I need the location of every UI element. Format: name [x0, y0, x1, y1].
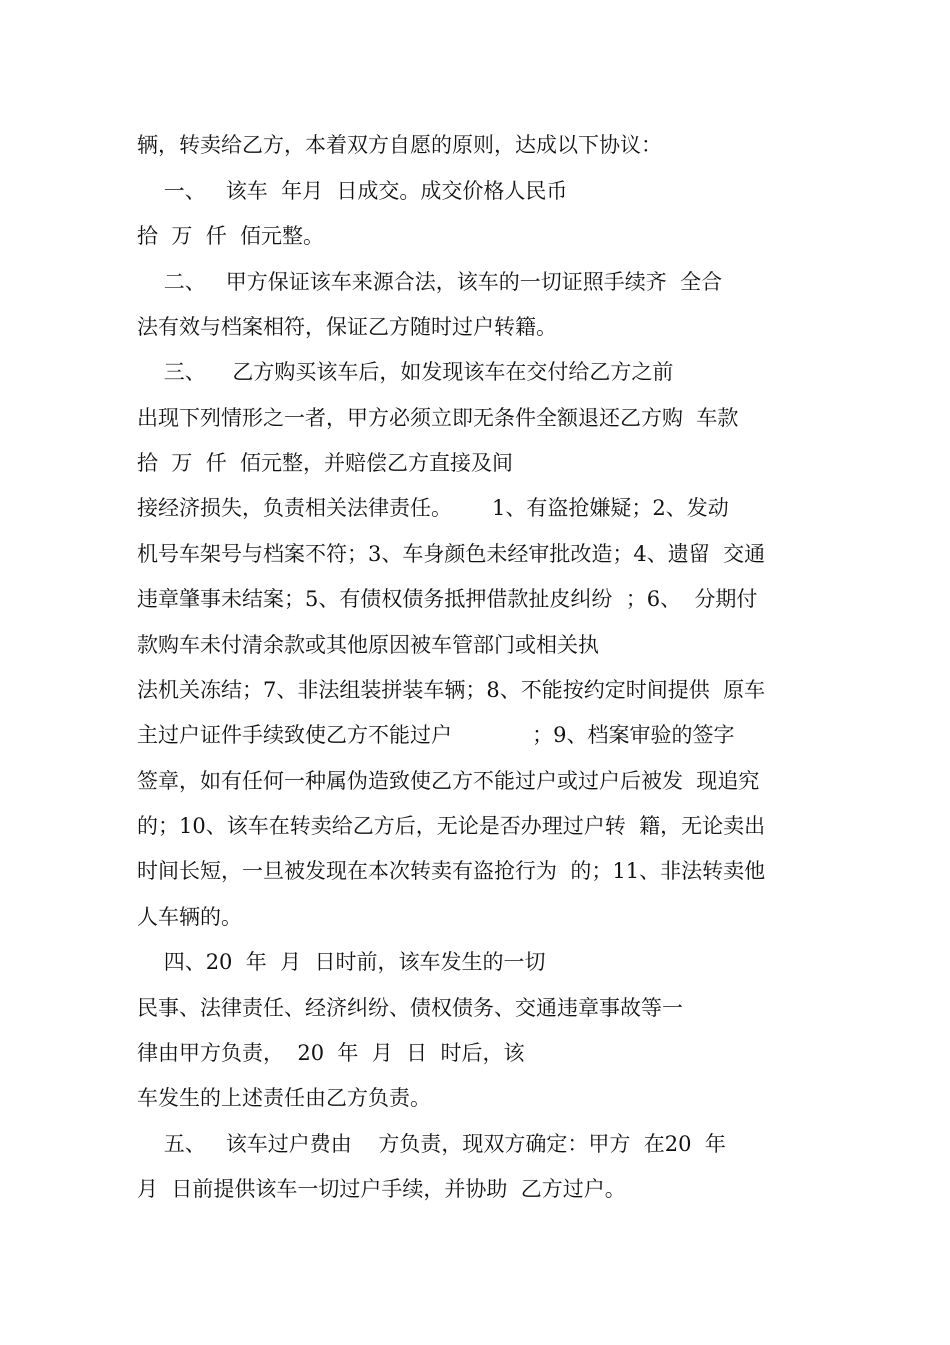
body-text-line: 主过户证件手续致使乙方不能过户 ；9、档案审验的签字	[137, 723, 735, 747]
body-text-line: 法有效与档案相符，保证乙方随时过户转籍。	[137, 315, 557, 339]
body-text-line: 辆，转卖给乙方，本着双方自愿的原则，达成以下协议：	[137, 133, 662, 157]
body-text-line: 车发生的上述责任由乙方负责。	[137, 1086, 431, 1110]
body-text-line: 的；10、该车在转卖给乙方后，无论是否办理过户转 籍，无论卖出	[137, 814, 766, 838]
body-text-line: 时间长短，一旦被发现在本次转卖有盗抢行为 的；11、非法转卖他	[137, 859, 766, 883]
clause-5-heading: 五、 该车过户费由 方负责，现双方确定：甲方 在20 年	[137, 1132, 726, 1156]
clause-2-heading: 二、 甲方保证该车来源合法，该车的一切证照手续齐 全合	[137, 270, 723, 294]
body-text-line: 法机关冻结；7、非法组装拼装车辆；8、不能按约定时间提供 原车	[137, 678, 766, 702]
body-text-line: 款购车未付清余款或其他原因被车管部门或相关执	[137, 633, 599, 657]
body-text-line: 机号车架号与档案不符；3、车身颜色未经审批改造；4、遗留 交通	[137, 542, 766, 566]
body-text-line: 出现下列情形之一者，甲方必须立即无条件全额退还乙方购 车款	[137, 406, 739, 430]
body-text-line: 接经济损失，负责相关法律责任。 1、有盗抢嫌疑；2、发动	[137, 496, 729, 520]
body-text-line: 拾 万 仟 佰元整，并赔偿乙方直接及间	[137, 451, 514, 475]
body-text-line: 月 日前提供该车一切过户手续，并协助 乙方过户。	[137, 1177, 626, 1201]
body-text-line: 签章，如有任何一种属伪造致使乙方不能过户或过户后被发 现追究	[137, 769, 760, 793]
body-text-line: 民事、法律责任、经济纠纷、债权债务、交通违章事故等一	[137, 996, 683, 1020]
body-text-line: 人车辆的。	[137, 905, 242, 929]
body-text-line: 拾 万 仟 佰元整。	[137, 224, 325, 248]
body-text-line: 违章肇事未结案；5、有债权债务抵押借款扯皮纠纷 ；6、 分期付	[137, 587, 758, 611]
clause-1-heading: 一、 该车 年月 日成交。成交价格人民币	[137, 179, 568, 203]
clause-4-heading: 四、20 年 月 日时前，该车发生的一切	[137, 950, 546, 974]
body-text-line: 律由甲方负责， 20 年 月 日 时后，该	[137, 1041, 525, 1065]
clause-3-heading: 三、 乙方购买该车后，如发现该车在交付给乙方之前	[137, 360, 674, 384]
